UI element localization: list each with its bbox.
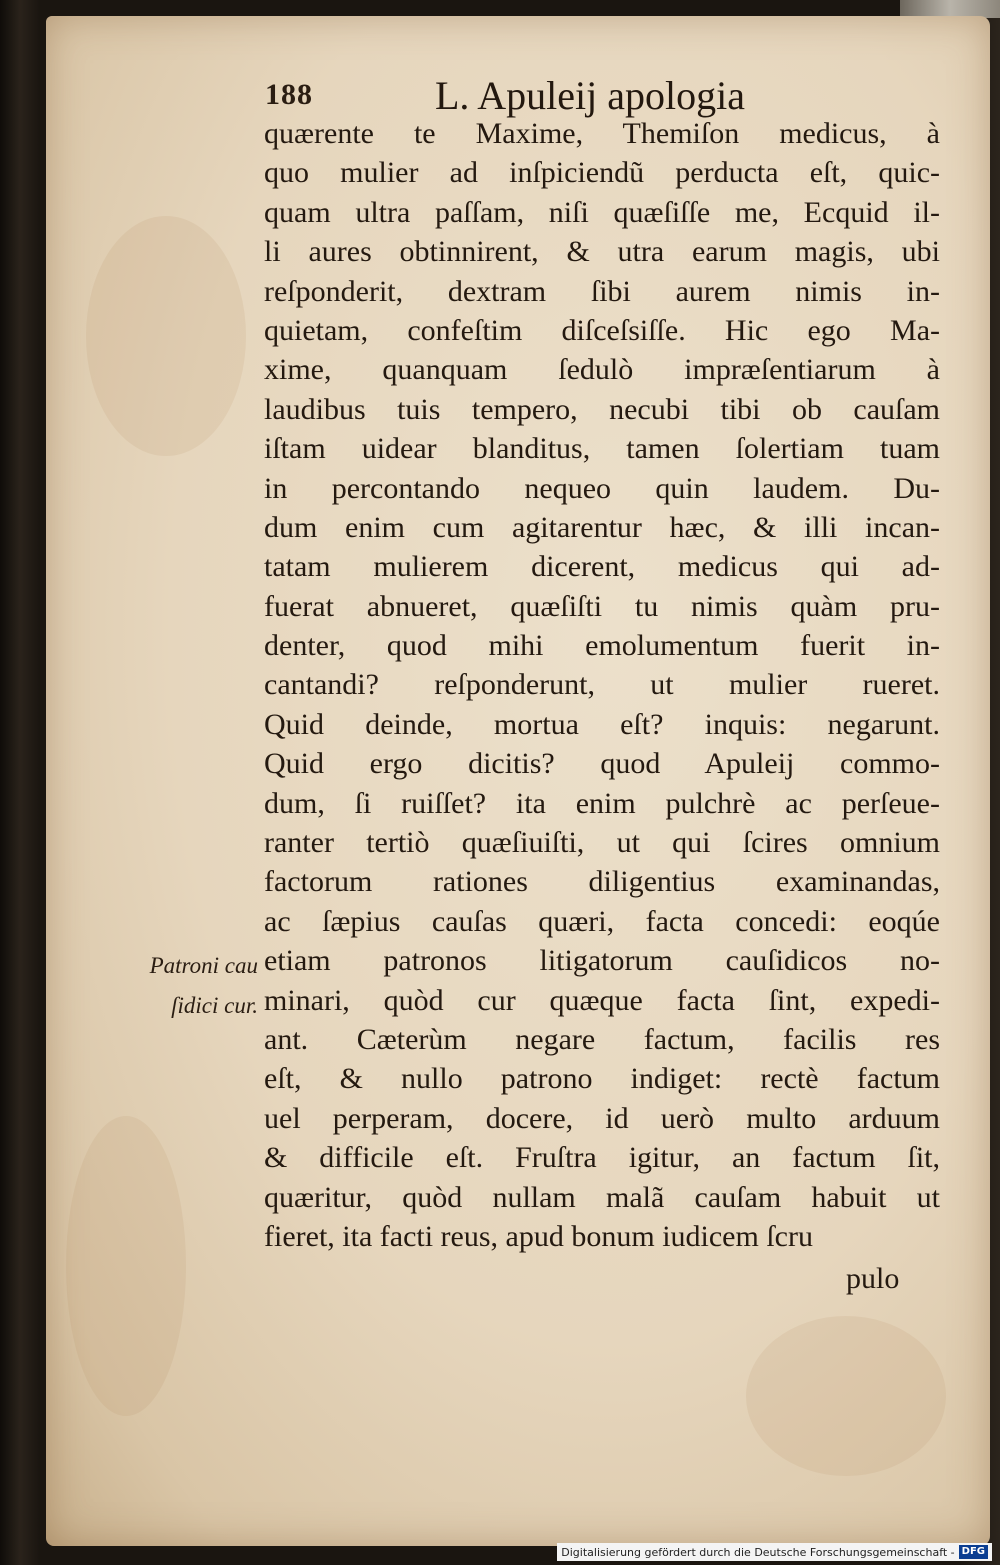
text-line: ac ſæpius cauſas quæri, facta concedi: eoqúe: [264, 904, 940, 938]
text-line: quo mulier ad inſpiciendũ perducta eſt, quic-: [264, 156, 940, 190]
text-line: dum, ſi ruiſſet? ita enim pulchrè ac perſeue-: [264, 786, 940, 820]
text-line: iſtam uidear blanditus, tamen ſolertiam tuam: [264, 432, 940, 466]
text-line: tatam mulierem dicerent, medicus qui ad-: [264, 550, 940, 584]
text-line: dum enim cum agitarentur hæc, & illi incan-: [264, 510, 940, 544]
text-line: denter, quod mihi emolumentum fuerit in-: [264, 629, 940, 663]
text-line: ant. Cæterùm negare factum, facilis res: [264, 1022, 940, 1056]
text-line: xime, quanquam ſedulò impræſentiarum à: [264, 353, 940, 387]
text-line: in percontando nequeo quin laudem. Du-: [264, 471, 940, 505]
text-line: cantandi? reſponderunt, ut mulier rueret.: [264, 668, 940, 702]
running-head: L. Apuleij apologia: [435, 73, 745, 118]
paper-stain: [66, 1116, 186, 1416]
text-line: laudibus tuis tempero, necubi tibi ob cauſam: [264, 392, 940, 426]
body-text: [264, 114, 940, 1256]
text-line: quæritur, quòd nullam malã cauſam habuit ut: [264, 1180, 940, 1214]
catchword: pulo: [846, 1262, 900, 1295]
margin-note-line: Patroni cau: [149, 953, 258, 978]
text-line: & difficile eſt. Fruſtra igitur, an factum ſit,: [264, 1141, 940, 1175]
digitization-credit: Digitalisierung gefördert durch die Deutsche Forschungsgemeinschaft -: [561, 1545, 955, 1559]
paper-stain: [86, 216, 246, 456]
text-line: factorum rationes diligentius examinandas,: [264, 865, 940, 899]
text-line: quærente te Maxime, Themiſon medicus, à: [264, 117, 940, 150]
text-line: Quid ergo dicitis? quod Apuleij commo-: [264, 747, 940, 781]
text-line: etiam patronos litigatorum cauſidicos no-: [264, 944, 940, 978]
page-number: 188: [265, 78, 313, 111]
digitization-credit-bar: [557, 1543, 992, 1561]
text-line: uel perperam, docere, id uerò multo arduum: [264, 1101, 940, 1135]
text-line: Quid deinde, mortua eſt? inquis: negarunt.: [264, 707, 940, 741]
text-line: eſt, & nullo patrono indiget: rectè factum: [264, 1062, 940, 1096]
text-line: fieret, ita facti reus, apud bonum iudicem ſcru: [264, 1219, 813, 1253]
margin-note: [104, 946, 258, 1026]
text-line: ranter tertiò quæſiuiſti, ut qui ſcires omnium: [264, 826, 940, 860]
dfg-logo: DFG: [959, 1545, 988, 1559]
text-line: minari, quòd cur quæque facta ſint, expedi-: [264, 983, 940, 1017]
text-line: quietam, confeſtim diſceſsiſſe. Hic ego Ma-: [264, 313, 940, 347]
margin-note-line: ſidici cur.: [171, 993, 258, 1018]
text-line: quam ultra paſſam, niſi quæſiſſe me, Ecquid il-: [264, 195, 940, 229]
text-line: fuerat abnueret, quæſiſti tu nimis quàm pru-: [264, 589, 940, 623]
text-line: reſponderit, dextram ſibi aurem nimis in-: [264, 274, 940, 308]
text-line: li aures obtinnirent, & utra earum magis, ubi: [264, 235, 940, 269]
paper-stain: [746, 1316, 946, 1476]
